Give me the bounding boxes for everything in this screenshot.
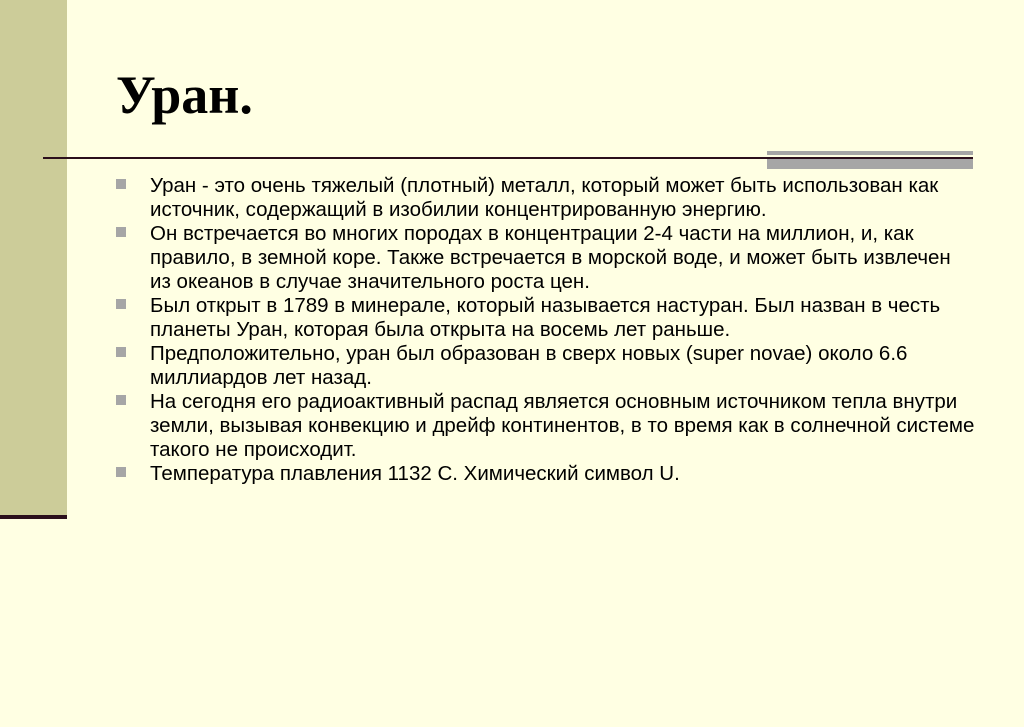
title-accent-line (767, 157, 973, 159)
slide-title: Уран. (116, 65, 253, 125)
square-bullet-icon (116, 179, 126, 189)
bullet-text: Был открыт в 1789 в минерале, который называется настуран. Был назван в честь планеты Уран, которая была открыта на восемь лет раньше. (150, 294, 941, 341)
side-decor-line (0, 515, 67, 519)
bullet-text: Предположительно, уран был образован в сверх новых (super novae) около 6.6 миллиардов лет назад. (150, 342, 908, 389)
bullet-list (116, 174, 976, 486)
bullet-item (116, 390, 976, 462)
bullet-item (116, 462, 976, 486)
square-bullet-icon (116, 347, 126, 357)
title-accent-block (767, 151, 973, 169)
square-bullet-icon (116, 299, 126, 309)
bullet-item (116, 294, 976, 342)
square-bullet-icon (116, 467, 126, 477)
side-decor-bar (0, 0, 67, 515)
bullet-item (116, 342, 976, 390)
square-bullet-icon (116, 227, 126, 237)
square-bullet-icon (116, 395, 126, 405)
bullet-item (116, 222, 976, 294)
bullet-text: Он встречается во многих породах в концентрации 2-4 части на миллион, и, как правило, в земной коре. Также встречается в морской воде, и может быть извлечен из океанов в случае значительного роста цен. (150, 222, 951, 293)
bullet-item (116, 174, 976, 222)
bullet-text: Уран - это очень тяжелый (плотный) металл, который может быть использован как источник, содержащий в изобилии концентрированную энергию. (150, 174, 939, 221)
bullet-text: Температура плавления 1132 С. Химический символ U. (150, 462, 680, 485)
bullet-text: На сегодня его радиоактивный распад является основным источником тепла внутри земли, вызывая конвекцию и дрейф континентов, в то время как в солнечной системе такого не происходит. (150, 390, 975, 461)
